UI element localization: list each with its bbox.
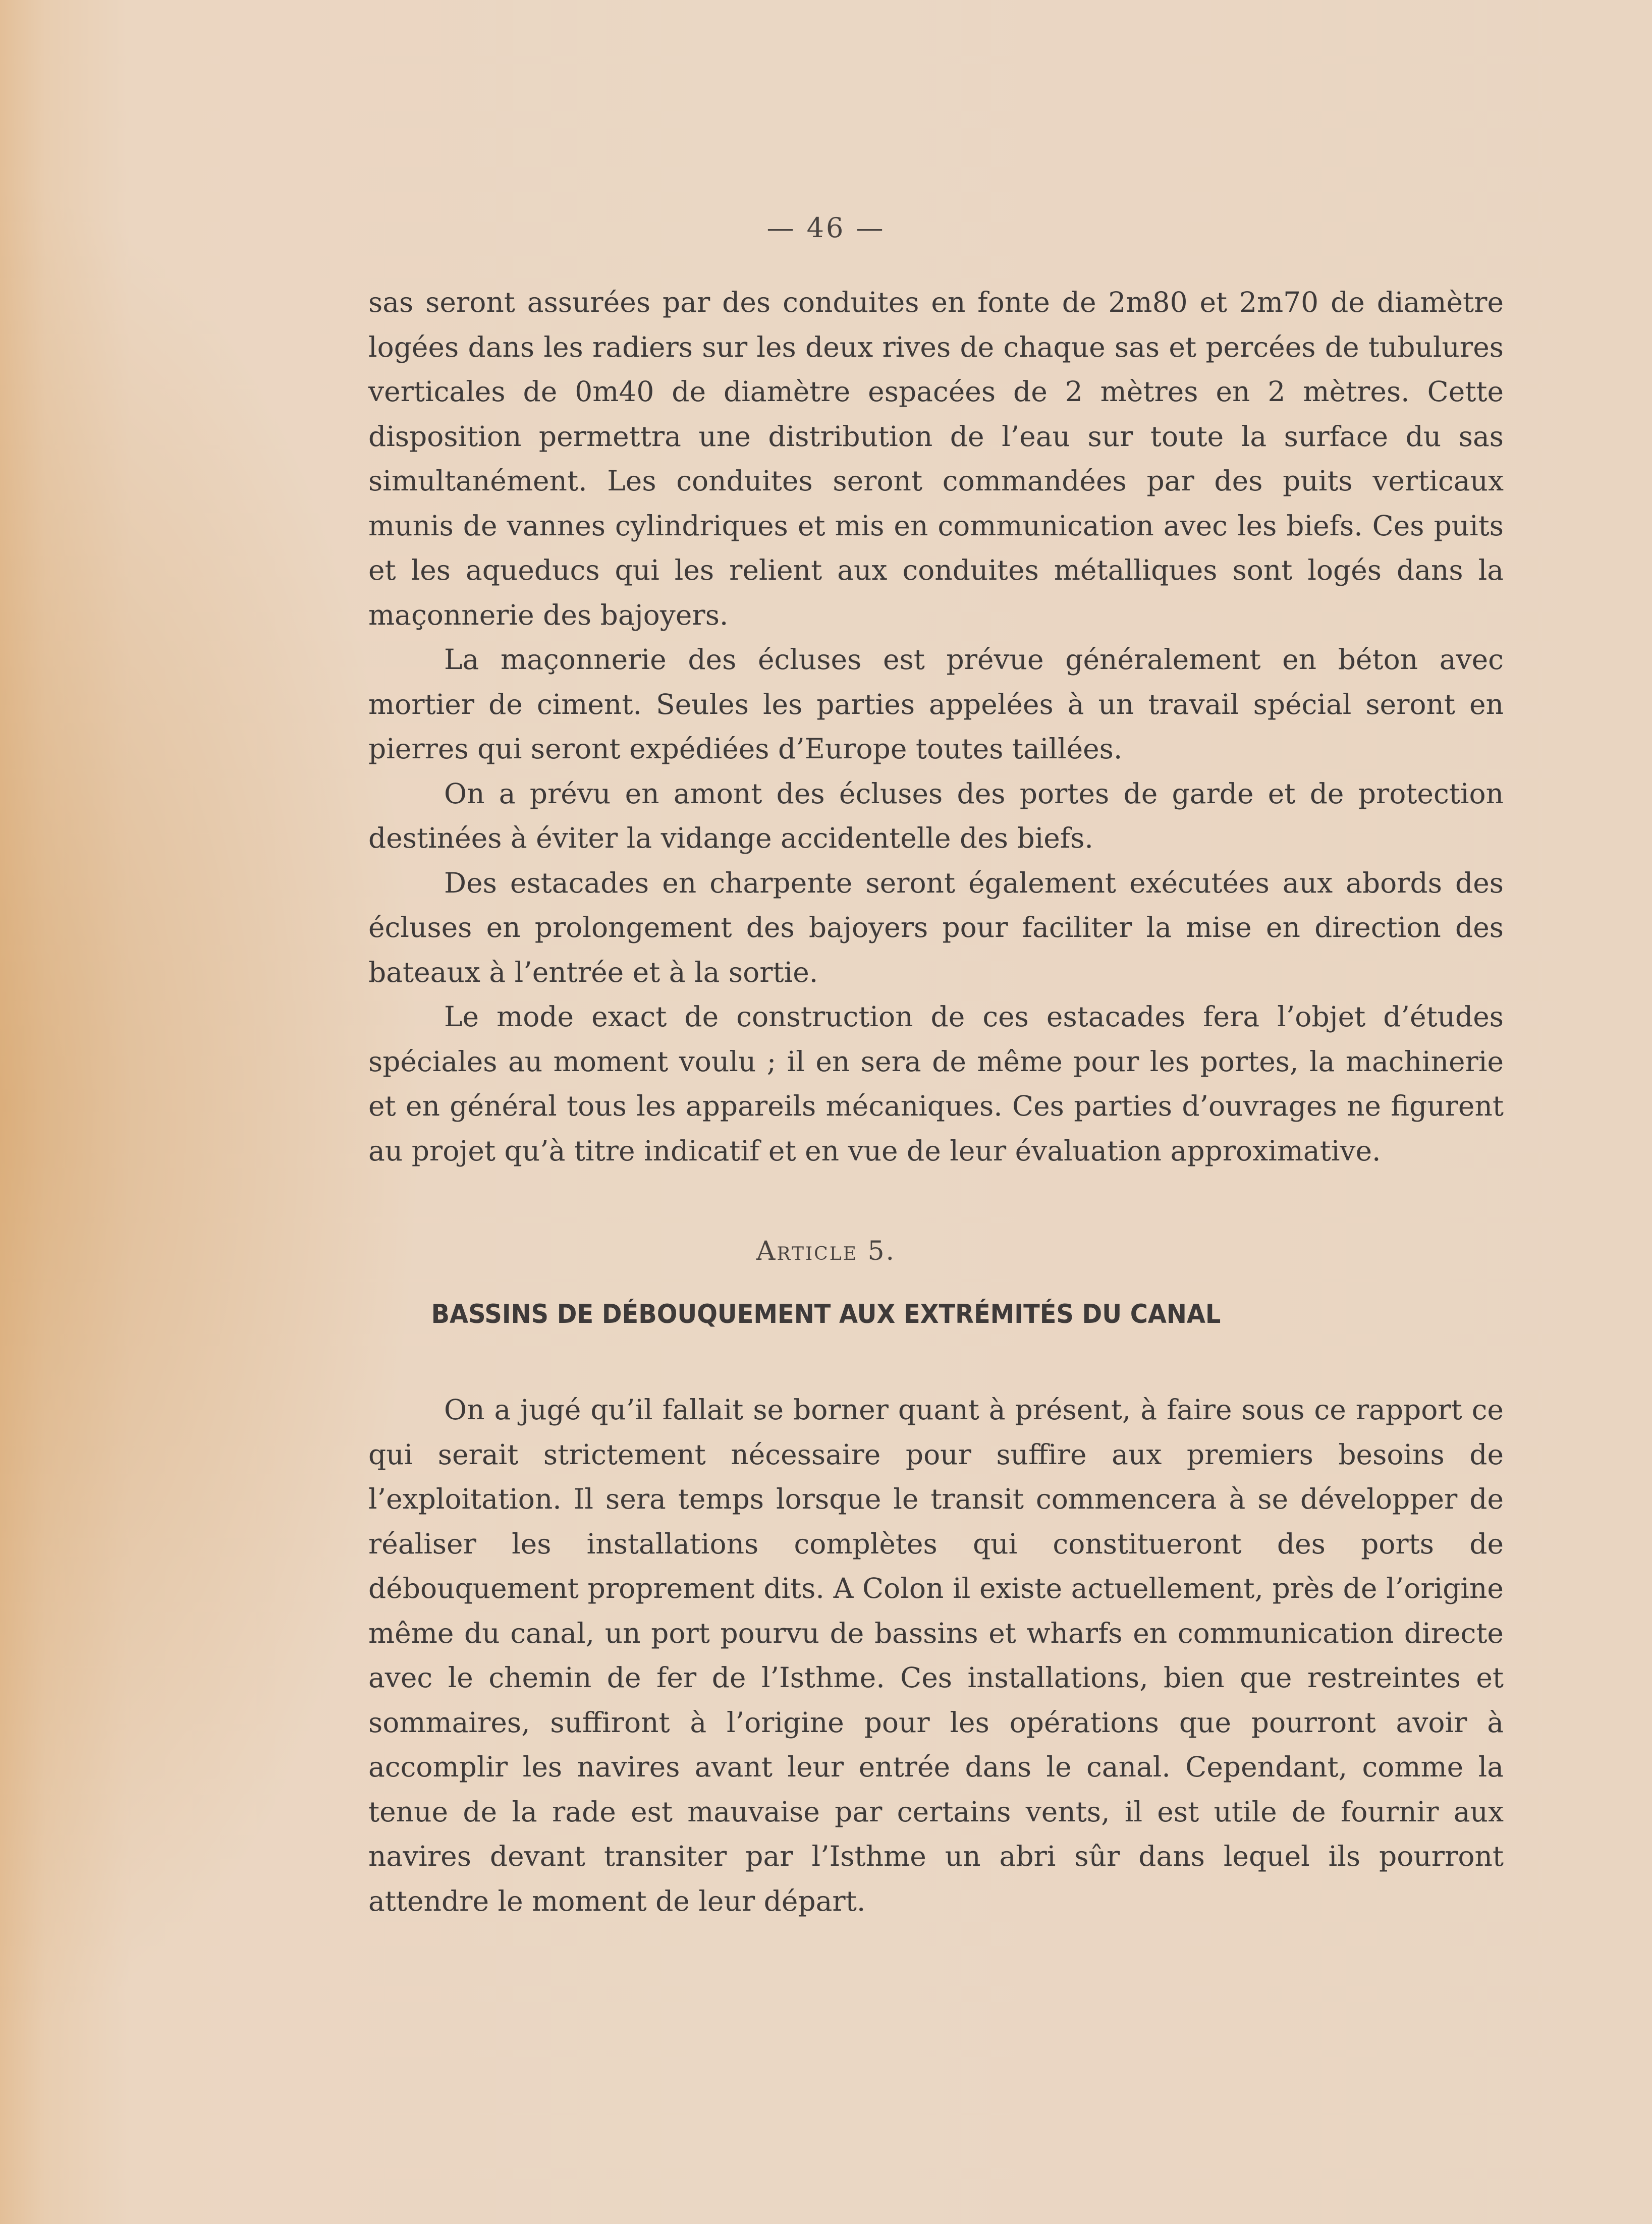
- paragraph: On a jugé qu’il fallait se borner quant à présent, à faire sous ce rapport ce qui serait strictement nécessaire pour suffire aux premiers besoins de l’exploitation. Il sera temps lorsque le transit commencera à se développer de réaliser les installations complètes qui constitueront des ports de débouquement proprement dits. A Colon il existe actuellement, près de l’origine même du canal, un port pourvu de bassins et wharfs en communication directe avec le chemin de fer de l’Isthme. Ces installations, bien que restreintes et sommaires, suffiront à l’origine pour les opérations que pourront avoir à accomplir les navires avant leur entrée dans le canal. Cependant, comme la tenue de la rade est mauvaise par certains vents, il est utile de fournir aux navires devant transiter par l’Isthme un abri sûr dans lequel ils pourront attendre le moment de leur départ.: [368, 1394, 1504, 1917]
- paragraph: La maçonnerie des écluses est prévue généralement en béton avec mortier de ciment. Seules les parties appelées à un travail spécial seront en pierres qui seront expédiées d’Europe toutes taillées.: [368, 643, 1504, 765]
- paragraph: On a prévu en amont des écluses des portes de garde et de protection destinées à éviter la vidange accidentelle des biefs.: [368, 777, 1504, 854]
- article-label: Article 5.: [756, 1236, 896, 1266]
- page-number: — 46 —: [766, 212, 886, 244]
- paragraph: Des estacades en charpente seront également exécutées aux abords des écluses en prolongement des bajoyers pour faciliter la mise en direction des bateaux à l’entrée et à la sortie.: [368, 866, 1504, 988]
- paragraph: Le mode exact de construction de ces estacades fera l’objet d’études spéciales au moment voulu ; il en sera de même pour les portes, la machinerie et en général tous les appareils mécaniques. Ces parties d’ouvrages ne figurent au projet qu’à titre indicatif et en vue de leur évaluation approximative.: [368, 1000, 1504, 1167]
- top-text-block: [368, 280, 1504, 1173]
- bottom-text-block: [368, 1387, 1504, 1923]
- paragraph: sas seront assurées par des conduites en fonte de 2m80 et 2m70 de diamètre logées dans les radiers sur les deux rives de chaque sas et percées de tubulures verticales de 0m40 de diamètre espacées de 2 mètres en 2 mètres. Cette disposition permettra une distribution de l’eau sur toute la surface du sas simultanément. Les conduites seront commandées par des puits verticaux munis de vannes cylindriques et mis en communication avec les biefs. Ces puits et les aqueducs qui les relient aux conduites métalliques sont logés dans la maçonnerie des bajoyers.: [368, 286, 1504, 631]
- section-title: BASSINS DE DÉBOUQUEMENT AUX EXTRÉMITÉS DU CANAL: [431, 1299, 1221, 1329]
